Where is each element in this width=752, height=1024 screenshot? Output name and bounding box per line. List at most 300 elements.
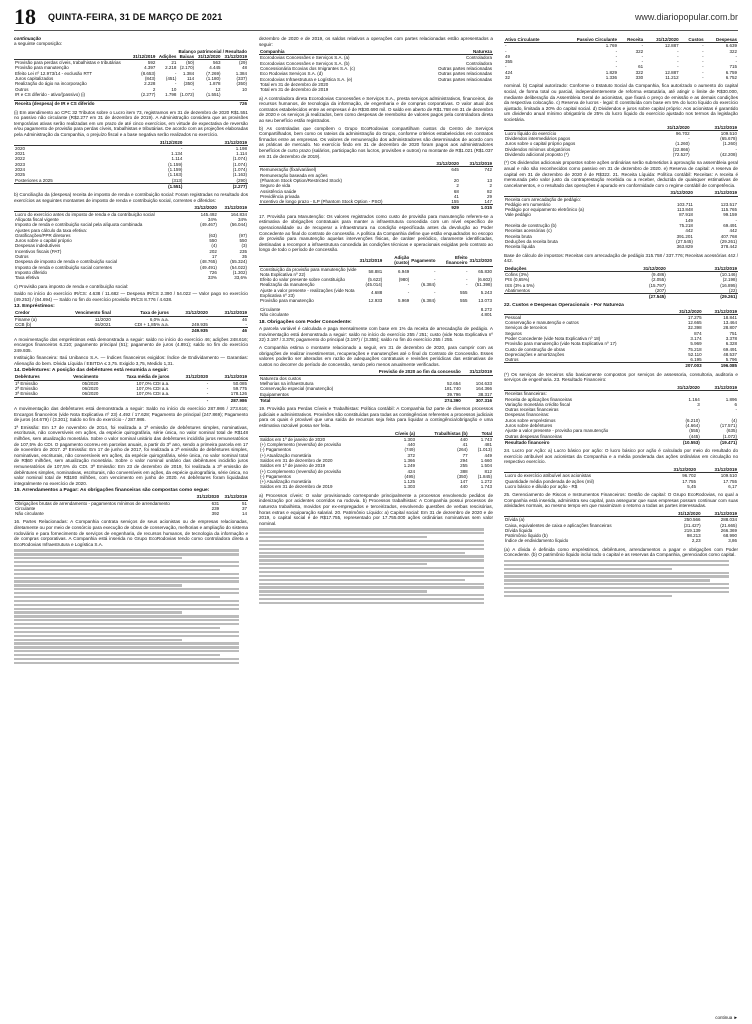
table-cell: 6.759 [725,69,737,75]
paragraph: A parcela variável é calculada e paga mensalmente com base em 1% da receita de arrecadação de pedágio. A movimentação está demonstrada a seguir: saldo no início do exercício 255 / 251; custo (vide Nota Explicativa nº 22) 3.197 / 3.378; pagamento do principal (3.197) / (3.355); saldo no fim do exercício 255 / 255. [259,326,493,343]
table-cell: Taxa efetiva [15,275,40,281]
table-cell: 6.752 [725,75,737,81]
table-cell: (8.653) [141,70,156,76]
table-cell: 06/2020 [82,386,99,392]
table-cell: Ecorodovias Concessões e Serviços S.A. (b) [260,60,350,66]
header-cell: 31/12/2020 [195,54,221,60]
financial-result-table [504,385,738,445]
table-cell: - [465,277,468,283]
receita-row-table [14,100,248,106]
paragraph: (*) Os serviços de terceiros são basicamente compostos por serviços de assessoria, consultoria, auditoria e serviços de engenharia. 23. Resultado Financeiro: [504,371,738,383]
table-cell: - [702,48,704,54]
header-cell: Pagamento [410,255,436,266]
table-cell: 12.887 [664,69,679,75]
table-cell: Variação monetária crédito fiscal [505,401,570,407]
deductions-table [504,266,738,300]
table-cell: 550 [239,238,247,244]
receita-value: 726 [224,101,248,107]
table-cell: (1.072) [179,91,195,97]
header-cell: Ativo Circulante [504,37,557,43]
paragraph: a) Processos cíveis: O valor provisionado corresponde principalmente a processos envolvendo pedidos de indenização por acidentes ocorridos na rodovia. b) Processos trabalhistas: A Companhia possui processos de natureza trabalhista, movidos por ex-empregados e terceirizados, envolvendo questões de verbas rescisórias, horas extras e equiparação salarial. 20. Patrimônio Líquido: a) Capital social: Em 31 de dezembro de 2020 e de 2019, o capital social é de R$17.755, representado por 17.755.000 ações ordinárias nominativas sem valor nominal. [259,492,493,526]
table-cell: 751 [729,330,737,336]
current-split-table [259,307,493,318]
table-cell: 726 [209,269,217,275]
table-cell: 563 [213,60,221,66]
table-cell: 1.384 [235,70,247,76]
paragraph: 24. Lucro por Ação: a) Lucro básico por ação: O lucro básico por ação é calculado por meio do resultado do exercício atribuível aos acionistas da Companhia e a média ponderada das ações ordinárias em circulação no respectivo exercício. [504,448,738,465]
table-cell: 1.366 [403,457,416,463]
table-cell: 363.829 [676,244,693,250]
paragraph: a) A controladora direta Ecorodovias Concessões e Serviços S.A., presta serviços administrativos, financeiros, de recursos humanos, de tecnologia da informação, de engenharia e de compras corporativas. O valor atual dos contratos estabelecidos entre as empresas é de R$30.690 mil. O saldo em aberto de R$1.768 em 31 de dezembro de 2020 e os serviços já realizados, bem como despesas de reembolso de valores pagos pela controladora direta ao seu benefício estão registrados. [259,95,493,123]
table-cell: 21 [171,60,177,66]
table-cell: Circulante [15,505,36,511]
table-cell: 37 [241,505,247,511]
table-cell: (15.797) [648,282,666,288]
table-cell: Despesas indedutíveis [15,243,61,249]
table-cell: - [505,64,507,70]
table-cell: 48.537 [723,351,737,357]
total-cell: 196.085 [703,363,738,369]
table-cell: 109.510 [720,473,737,479]
table-cell: Lucro básico e diluído por ação - R$ [505,483,578,489]
continuation-kicker: continuação [14,36,42,41]
header-cell: Vencimento final [52,310,112,316]
table-cell: Outros [15,254,29,260]
header-cell: 31/12/2019 [702,511,738,517]
table-cell: 51 [241,500,247,506]
header-cell: Cíveis (a) [383,431,416,437]
table-cell: 645 [451,167,459,173]
table-cell: 8.272 [480,306,492,312]
intro-text: a seguinte composição: [14,41,63,46]
table-cell: 372 [407,452,416,458]
table-cell: 41 [453,193,459,199]
table-cell: 1.878 [209,81,221,87]
table-cell: (5.622) [367,277,383,283]
table-cell: - [206,391,209,397]
table-cell: (50) [186,60,195,66]
total-cell: Resultado financeiro [504,439,664,445]
table-cell: Outros [505,357,519,363]
table-cell: Ecorodovias Infraestrutura e Logística S.A. (e) [260,76,353,82]
table-cell: Deduções da receita bruta [505,238,558,244]
table-cell: 1.660 [480,457,492,463]
header-cell: 31/12/2019 [220,494,248,500]
table-total-row [14,183,248,189]
table-cell: Imposto de renda e contribuição social pela alíquota combinada [15,222,143,228]
table-cell: 32 [505,75,511,81]
header-cell: 31/12/2020 [643,125,690,131]
table-cell: 147 [460,479,468,485]
table-cell: (+) Complemento (reversão) de provisão [260,442,342,448]
paragraph: dezembro de 2020 e de 2019, os saldos relativos a operações com partes relacionadas estão apresentados a seguir: [259,36,493,47]
table-cell: 10 [171,86,177,92]
table-cell: - [465,282,468,288]
paragraph: A movimentação das debêntures está demonstrada a seguir: Saldo no início do exercício 287.986 / 273.616; Encargos financeiros (vide Nota Explicativa nº 23) 4.492 / 17.628; Pagamento de principal (247.869); Pagamento de juros (44.679) / (3.301); Saldo no fim do exercício - / 287.986. [14,405,248,423]
section-heading: 14. Debêntures: A posição das debêntures está resumida a seguir: [14,368,169,374]
header-cell: Credor [14,310,52,316]
table-cell: - [735,407,737,413]
table-cell: (980) [398,277,410,283]
table-cell: Ajuste a valor presente - realizações (vide Nota Explicativa nº 23) [260,287,355,298]
table-cell: (55.324) [230,259,247,265]
table-cell: 69.491 [723,346,737,352]
table-cell: 2022 [15,156,26,162]
table-cell: Provisão para manutenção [260,298,314,304]
table-cell: 96.702 [675,130,690,136]
table-cell: 59.775 [233,386,247,392]
table-cell: - [180,145,183,151]
header-cell: Companhia [259,49,407,55]
header-cell: Despesas [705,37,738,43]
table-cell: 05/2020 [82,380,99,386]
table-row [14,275,248,280]
table-cell: 164.834 [230,211,247,217]
table-cell: Pessoal [505,314,522,320]
dividends-table [504,125,738,158]
table-cell: Ajuste a valor presente - provisão para manutenção [505,428,609,434]
table-cell: (-) Pagamentos [260,447,292,453]
table-cell: (495) [404,473,416,479]
table-cell: (49.467) [200,222,217,228]
table-cell: - [641,43,644,49]
table-cell: 107,0% CDI a.a. [136,386,170,392]
table-cell: (54.022) [230,264,247,270]
column-2 [259,36,493,1014]
table-cell: Ajustes para cálculo da taxa efetiva: [15,227,88,233]
paragraph: Base de cálculo de impostos: Receitas com arrecadação de pedágio 315.758 / 337.776; Receitas acessórias 442 / 442. [504,252,738,264]
table-cell: 6.639 [725,43,737,49]
table-cell: - [505,43,507,49]
total-cell [259,205,427,211]
header-cell: 31/12/2019 [130,54,156,60]
table-cell: Realização da manutenção [260,282,315,288]
table-cell: (29) [238,60,247,66]
table-cell: (3) [241,243,247,249]
table-cell: 2025 [15,172,26,178]
table-cell: Saldos em 1º de janeiro de 2019 [260,463,326,469]
table-cell: Outras partes relacionadas [437,71,492,77]
table-cell: (1.260) [722,141,737,147]
table-cell: Caixa, equivalentes de caixa e aplicações financeiras [505,522,612,528]
table-cell: - [735,59,737,65]
table-cell: Saldos em 31 de dezembro de 2020 [260,457,333,463]
table-cell: Dividendos intermediários pagos [505,136,571,142]
table-cell: Seguro de vida [260,183,291,189]
table-cell: 17.275 [687,314,702,320]
header-cell: 31/12/2019 [209,374,248,380]
table-cell: 12.887 [664,43,679,49]
table-cell: Abatimentos [505,287,531,293]
table-cell: Juros sobre o capital próprio pagos [505,141,576,147]
table-cell: 1.249 [403,463,416,469]
table-cell: 46 [241,316,247,322]
table-cell: Custo de construção de obras [505,346,566,352]
header-cell: 31/12/2019 [218,205,248,211]
header-cell: 31/12/2020 [170,310,209,316]
table-row [14,92,248,97]
header-cell: 31/12/2020 [650,190,694,196]
table-cell: 2ª Emissão [15,386,38,392]
table-cell: Não circulante [15,511,44,517]
table-cell: Dividendos mínimos obrigatórios [505,146,571,152]
total-cell [504,294,596,300]
table-cell: Receitas financeiras: [505,391,547,397]
table-cell: Remuneração (fixa/variável) [260,167,317,173]
table-cell: 3.174 [690,336,702,341]
paragraph: c) Provisão para imposto de renda e contribuição social: [14,283,129,289]
table-cell: 12.933 [368,298,383,304]
table-cell: 2.228 [144,81,156,87]
header-cell: Efeito financeiro [436,255,468,266]
table-cell [222,92,248,97]
table-cell: 330 [635,75,644,81]
table-cell: (1.074) [232,161,247,167]
table-cell: - [702,53,704,59]
table-cell: Não circulante [260,311,289,317]
table-cell: (207) [655,287,666,293]
table-cell: Pedágio por equipamento eletrônico (a) [505,207,585,213]
table-cell: 1.829 [605,69,618,75]
table-cell: Natureza dos custos [260,375,302,381]
paragraph: 25. Gerenciamento de Riscos e Instrumentos Financeiros: Gestão de capital: O Grupo EcoRodovias, no qual a Companhia está inserida, administra seu capital, para assegurar que suas empresas possam continuar com suas atividades normais, ao mesmo tempo em que maximizam o retorno a todas as partes interessadas. [504,492,738,509]
table-cell: (264) [457,447,468,453]
table-cell: 49 [505,53,511,59]
table-cell: 17.755 [723,478,737,484]
table-cell: (1.163) [232,172,247,178]
table-cell: Cofins (3%) [505,272,529,278]
page-number: 18 [14,4,36,29]
table-cell: (4) [211,243,217,249]
header-cell: Taxa média de juros [99,374,170,380]
earnings-per-share-table [504,467,738,489]
table-cell: 109.510 [720,130,737,136]
table-cell: (1.013) [477,447,492,453]
table-cell: (72.527) [672,152,690,158]
column-3 [504,36,738,1014]
table-cell: Receita com arrecadação de pedágio: [505,196,582,202]
table-cell: 235 [239,248,247,254]
group-header-cell: Balanço patrimonial / Resultado [178,48,247,54]
table-row [259,199,493,205]
table-cell: Incentivo de longo prazo - ILP (Phantom Stock Option - PSO) [260,199,383,205]
table-cell: (6.602) [477,277,492,283]
table-cell: 28.807 [723,325,737,331]
table-cell: 378.442 [720,244,737,250]
table-row [14,222,248,227]
paragraph: 1ª Emissão: Em 17 de novembro de 2014, foi realizada a 1ª emissão de debêntures simples, nominativas, escriturais, não conversíveis em ações, da espécie quirografária, série única, no valor nominal total de R$148 milhões, sem atualização monetária. Sobre o valor nominal unitário das debêntures incidirão juros remuneratórios de 107,5% do CDI. O pagamento ocorreu em parcelas anuais, a partir do 3º ano, sendo a primeira parcela em 17 de novembro de 2017. 2ª Emissão: Em 17 de junho de 2017, foi realizada a 2ª emissão de debêntures simples, nominativas, escriturais, não conversíveis em ações, da espécie quirografária, série única, no valor nominal total de R$60 milhões, sem atualização monetária. Sobre o valor nominal unitário das debêntures incidirão juros remuneratórios de 107,5% do CDI. 3ª Emissão: Em 23 de dezembro de 2019, foi realizada a 3ª emissão de debêntures simples, nominativas, escriturais, não conversíveis em ações, da espécie quirografária, série única, no valor nominal total de R$180 milhões, com vencimento em junho de 2020. As debêntures foram liquidadas integralmente no exercício de 2020. [14,424,248,486]
total-cell: 46 [209,328,248,334]
table-cell: 114 [186,76,195,82]
page-header [14,6,738,28]
table-cell: 2024 [15,167,26,173]
table-cell: (16.895) [720,282,737,288]
table-cell: 449 [484,452,492,458]
table-cell: - [615,64,618,70]
header-cell: 31/12/2020 [596,266,667,272]
table-cell: 87.918 [679,212,693,218]
table-cell: (45.014) [365,282,383,288]
paragraph: nominal. b) Capital autorizado: Conforme o Estatuto Social da Companhia, fica autorizado o aumento do capital social, de forma total ou parcial, independentemente de reforma estatutária, até atingir o limite de R$30.000, mediante deliberação da Assembleia Geral de acionistas, que fixará o preço de emissão e as demais condições da respectiva colocação. c) Reserva de lucros - legal: É constituída com base em 5% do lucro líquido do exercício ajustado, limitada a 20% do capital social. d) Dividendos e juros sobre capital próprio: Aos acionistas é garantido um dividendo anual mínimo obrigatório de 25% do lucro líquido do exercício ajustado nos termos da legislação societária. [504,83,738,122]
table-cell: 442 [729,228,737,234]
table-cell: 32.398 [687,325,702,331]
table-cell: - [505,48,507,54]
table-cell: (1.260) [675,141,690,147]
table-cell: 219.139 [684,527,701,533]
table-cell: Alíquota fiscal vigente [15,216,59,222]
total-cell: 274.390 [355,397,462,403]
header-cell: 31/12/2020 [427,161,460,167]
table-cell: 13.073 [478,298,492,304]
table-cell: (2.277) [141,91,156,97]
table-cell: Dividendo adicional proposto (*) [505,152,569,158]
table-cell: 96.702 [682,473,697,479]
table-cell: Provisão para perdas cíveis, trabalhistas e tributárias [15,60,121,66]
header-cell: Debêntures [14,374,56,380]
net-debt-table [504,511,738,544]
table-total-row [259,205,493,211]
table-cell: (97) [238,232,247,238]
table-cell: 1.114 [171,156,183,162]
table-cell: 10 [241,86,247,92]
table-cell: 1.303 [403,484,416,490]
table-cell: 75.218 [679,223,693,229]
table-header [259,255,493,266]
table-cell: - [206,316,208,322]
header-cell: Total [469,431,493,437]
table-cell: (555) [689,428,700,434]
table-cell: 2 [456,183,459,189]
table-cell: Saldos em 1º de janeiro de 2020 [260,436,326,442]
header-cell: Taxa de juros [112,310,170,316]
table-cell: (337) [236,76,247,82]
table-row [504,75,738,80]
realization-table [14,140,248,190]
table-cell: Circulante [260,306,281,312]
site-url[interactable]: www.diariopopular.com.br [634,12,738,22]
table-cell: - [735,217,737,223]
table-cell: Juros capitalizados [15,76,54,82]
table-cell: 391.201 [676,233,693,239]
table-cell: Depreciações e amortizações [505,351,565,357]
continues-marker: continua ► [715,1015,738,1020]
table-cell: (290) [236,177,247,183]
table-cell: 52.110 [688,351,702,357]
table-cell: 249.935 [191,321,208,327]
header-cell: 31/12/2019 [183,140,248,146]
table-cell: 17 [211,254,217,260]
table-cell: Controladora [465,60,492,66]
table-total-row [14,397,248,403]
table-cell: 35 [241,254,247,260]
table-cell: - [615,53,618,59]
table-cell: 33% [207,275,217,281]
table-row [259,312,493,317]
table-cell: 874 [694,330,702,336]
table-cell: 107,0% CDI a.a. [136,391,170,397]
table-cell: (+) Atualização monetária [260,452,312,458]
table-cell: (65.678) [720,136,737,142]
table-cell: - [677,53,679,59]
table-cell: 2.218 [165,65,177,71]
table-cell: - [206,386,209,392]
table-cell: 1.164 [688,396,700,402]
table-cell: 18.841 [723,314,737,320]
header-cell: 31/12/2019 [462,369,493,375]
table-cell: 424 [407,468,416,474]
issue-date: QUINTA-FEIRA, 31 DE MARÇO DE 2021 [48,12,223,22]
table-cell: (1.180) [206,76,221,82]
table-cell: ISS (3% a 5%) [505,282,535,288]
table-cell: Obrigações brutas de arrendamento - pagamentos mínimos de arrendamento [15,500,170,506]
table-cell: - [702,59,704,65]
debentures-table [14,374,248,402]
table-cell: 239 [211,505,220,511]
total-cell: (19.471) [701,439,738,445]
table-cell: 4.688 [370,290,383,296]
total-cell: 207.003 [667,363,702,369]
related-parties-table [259,49,493,92]
total-cell: - [170,397,209,403]
table-cell: 1.769 [605,43,618,49]
table-cell: (+) Complemento (reversão) de provisão [260,468,342,474]
table-cell: Outras partes relacionadas [437,76,492,82]
header-cell: 31/12/2020 [192,494,220,500]
table-cell: 61 [638,64,644,70]
table-cell: 77 [462,452,468,458]
table-cell: (9.486) [651,272,666,278]
table-cell: (7.269) [206,70,221,76]
table-cell: 631 [211,500,220,506]
text-filler [504,560,738,597]
table-cell: 4.801 [480,311,492,317]
table-cell: Incentivos fiscais (PAT) [15,248,62,254]
table-cell: Conservação e manutenção e outros [505,320,579,326]
table-cell: - [245,321,247,327]
total-cell: 287.986 [209,397,248,403]
table-cell: - [702,75,704,81]
table-row [259,87,493,92]
table-row [259,298,493,303]
table-cell: 178.126 [230,391,247,397]
header-cell: 31/12/2019 [460,161,493,167]
table-cell: Juros sobre o capital próprio [15,238,72,244]
header-cell: 31/12/2019 [691,125,738,131]
header-cell: 31/12/2019 [694,190,738,196]
total-cell: Total [259,397,355,403]
table-cell: 6,0% a.a. [149,316,169,322]
paragraph: (i) Em atendimento ao CPC 32 Tributos sobre o Lucro item 73, registramos em 31 de dezembro de 2020 R$1.551 no passivo não circulante (R$2.277 em 31 de dezembro de 2019). A Administração considera que as provisões temporárias ativas serão realizadas em um prazo de até cinco exercícios, em virtude de expectativa de reversão e/ou pagamento de provisão para perdas cíveis, trabalhistas e tributárias. De acordo com as projeções elaboradas pela Administração da Companhia, o prejuízo fiscal e a base negativa serão realizados no exercício. [14,109,248,137]
table-cell: Receitas acessórias (c) [505,228,552,234]
header-cell: Natureza [407,49,493,55]
tax-reconciliation-table [14,205,248,280]
table-cell: Eco Rodovias Serviços S.A. (d) [260,71,323,77]
table-cell: 82 [486,188,492,194]
table-total-row [259,397,493,403]
table-cell: - [174,81,177,87]
table-cell: (31.427) [683,522,701,528]
table-cell: 6.949 [397,269,410,275]
table-cell: IR e CS diferido - ativo/(passivo) (i) [15,91,86,97]
table-cell: 6.195 [690,357,702,363]
total-cell: 249.935 [170,328,209,334]
table-cell: 407.768 [720,233,737,239]
table-cell: (445) [689,433,700,439]
header-rule [14,30,738,31]
total-cell: 929 [427,205,460,211]
table-cell: 555 [459,298,468,304]
table-cell: (313) [171,177,183,183]
